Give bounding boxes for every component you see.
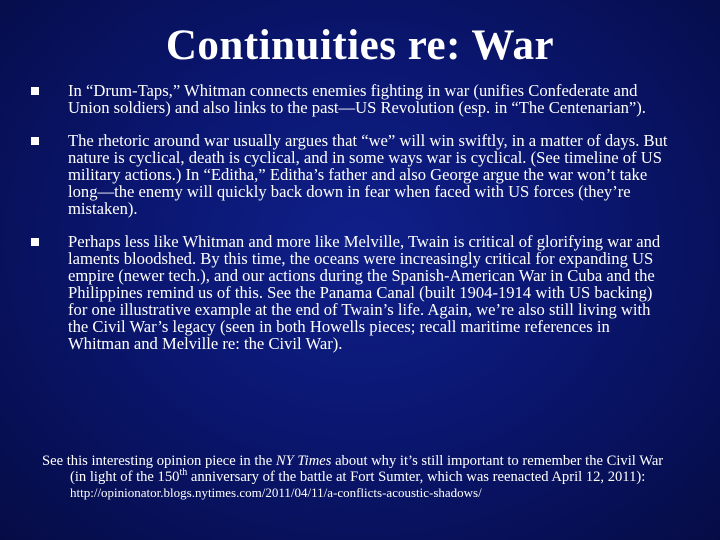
bullet-text: In “Drum-Taps,” Whitman connects enemies fighting in war (unifies Confederate and Union soldiers) and also links to the past—US Revolution (esp. in “The Centenarian”). (68, 81, 646, 117)
ordinal-suffix: th (179, 466, 188, 478)
slide-title: Continuities re: War (165, 22, 555, 69)
bullet-list (30, 82, 670, 352)
footnote (42, 454, 682, 502)
footnote-text: about why it’s still important to remember the Civil War (in light of the 150 (70, 453, 664, 485)
bullet-item (30, 132, 670, 217)
footnote-text: anniversary of the battle at Fort Sumter, which was reenacted April 12, 2011): (187, 468, 646, 485)
footnote-text: See this interesting opinion piece in the (42, 453, 276, 469)
square-bullet-icon (31, 238, 39, 246)
bullet-text: The rhetoric around war usually argues that “we” will win swiftly, in a matter of days. But nature is cyclical, death is cyclical, and in some ways war is cyclical. (See timeline of US military actions.) In “Editha,” Editha’s father and also George argue the war won’t take long—the enemy will quickly back down in fear when faced with US forces (they’re mistaken). (68, 131, 668, 218)
square-bullet-icon (31, 87, 39, 95)
article-link[interactable]: http://opinionator.blogs.nytimes.com/2011/04/11/a-conflicts-acoustic-shadows/ (70, 485, 482, 501)
bullet-text: Perhaps less like Whitman and more like Melville, Twain is critical of glorifying war and laments bloodshed. By this time, the oceans were increasingly critical for expanding US empire (newer tech.), and our actions during the Spanish-American War in Cuba and the Philippines remind us of this. See the Panama Canal (built 1904-1914 with US backing) for one illustrative example at the end of Twain’s life. Again, we’re also still living with the Civil War’s legacy (seen in both Howells pieces; recall maritime references in Whitman and Melville re: the Civil War). (68, 232, 661, 353)
publication-name: NY Times (275, 453, 332, 469)
bullet-item (30, 233, 670, 352)
square-bullet-icon (31, 137, 39, 145)
bullet-item (30, 82, 670, 116)
